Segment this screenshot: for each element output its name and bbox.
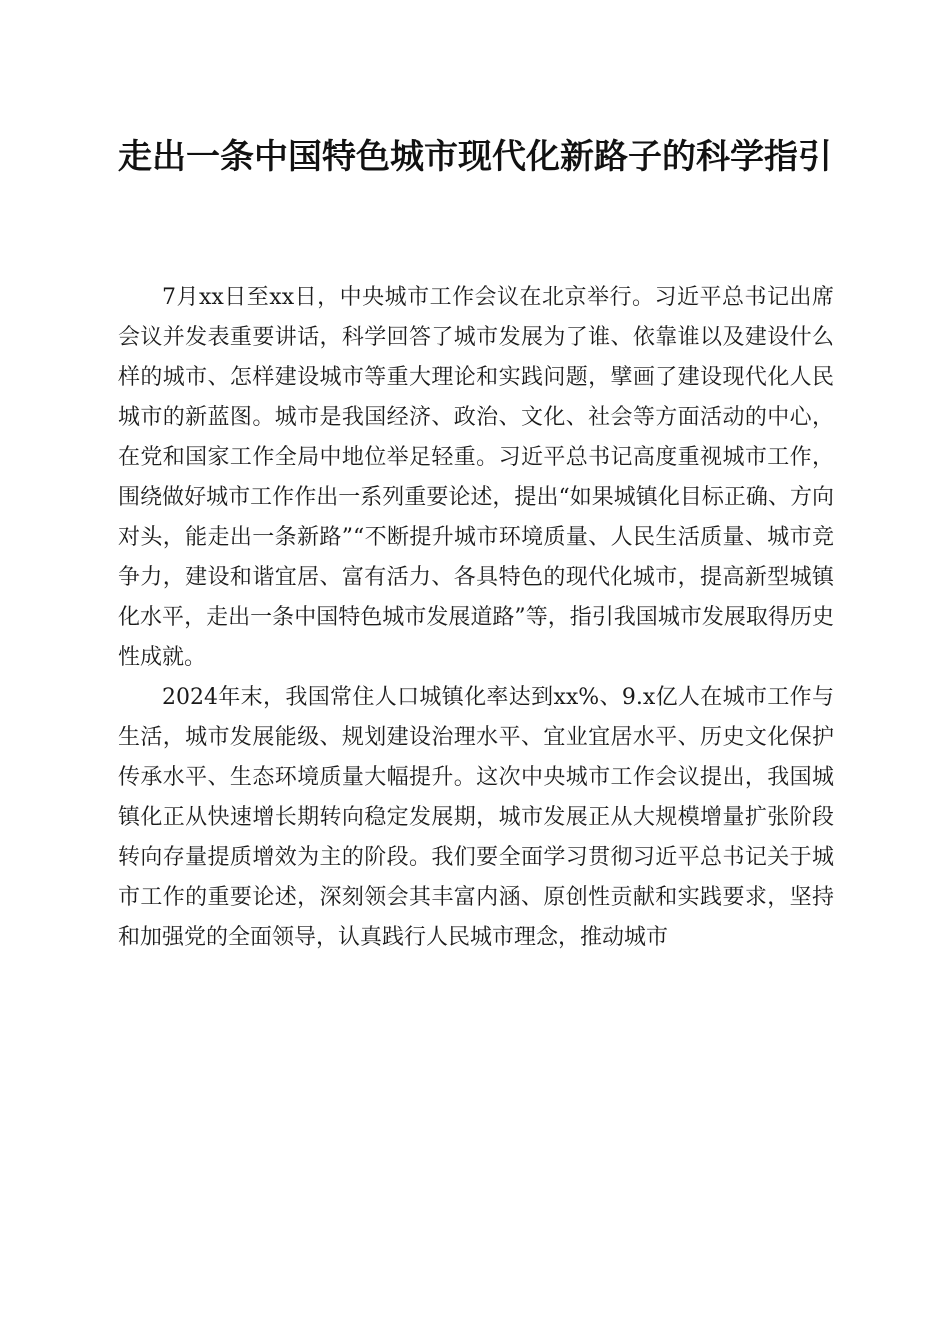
document-body: [118, 278, 834, 958]
paragraph-2: 2024年末，我国常住人口城镇化率达到xx%、9.x亿人在城市工作与生活，城市发展能级、规划建设治理水平、宜业宜居水平、历史文化保护传承水平、生态环境质量大幅提升。这次中央城市工作会议提出，我国城镇化正从快速增长期转向稳定发展期，城市发展正从大规模增量扩张阶段转向存量提质增效为主的阶段。我们要全面学习贯彻习近平总书记关于城市工作的重要论述，深刻领会其丰富内涵、原创性贡献和实践要求，坚持和加强党的全面领导，认真践行人民城市理念，推动城市: [118, 685, 834, 950]
paragraph-1: 7月xx日至xx日，中央城市工作会议在北京举行。习近平总书记出席会议并发表重要讲话，科学回答了城市发展为了谁、依靠谁以及建设什么样的城市、怎样建设城市等重大理论和实践问题，擘画了建设现代化人民城市的新蓝图。城市是我国经济、政治、文化、社会等方面活动的中心，在党和国家工作全局中地位举足轻重。习近平总书记高度重视城市工作，围绕做好城市工作作出一系列重要论述，提出“如果城镇化目标正确、方向对头，能走出一条新路”“不断提升城市环境质量、人民生活质量、城市竞争力，建设和谐宜居、富有活力、各具特色的现代化城市，提高新型城镇化水平，走出一条中国特色城市发展道路”等，指引我国城市发展取得历史性成就。: [118, 285, 834, 670]
document-title: 走出一条中国特色城市现代化新路子的科学指引: [118, 137, 832, 177]
